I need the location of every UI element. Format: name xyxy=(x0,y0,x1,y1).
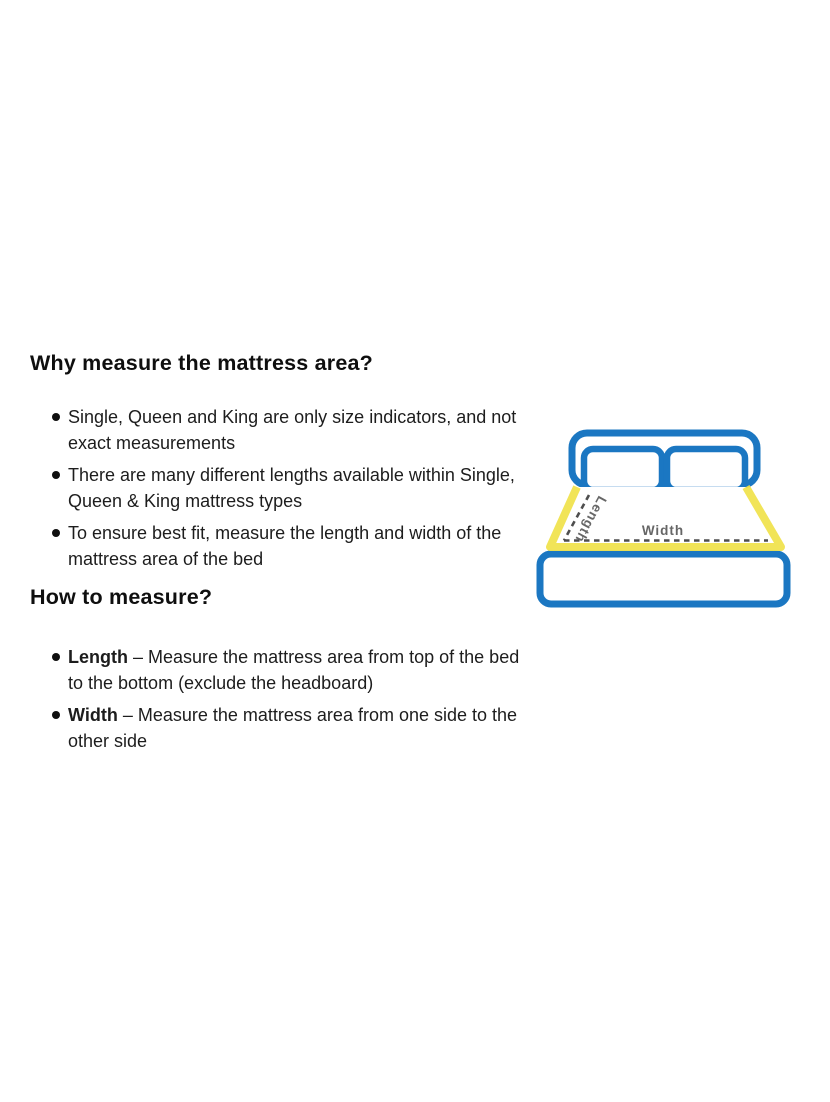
how-to-measure-bullet-list xyxy=(30,644,542,754)
pillow-right-shape xyxy=(667,449,745,490)
pillow-left-shape xyxy=(584,449,662,490)
width-label: Width xyxy=(641,523,685,538)
bullet-text: – Measure the mattress area from one side to the other side xyxy=(68,705,518,751)
bullet-term: Length xyxy=(68,647,128,667)
why-measure-title: Why measure the mattress area? xyxy=(30,351,373,375)
bullet-text: There are many different lengths available within Single, Queen & King mattress types xyxy=(68,465,515,511)
bullet-text: Single, Queen and King are only size indicators, and not exact measurements xyxy=(68,407,517,453)
length-label: Length xyxy=(572,493,610,546)
list-item xyxy=(30,520,538,572)
bullet-term: Width xyxy=(68,705,118,725)
why-measure-bullet-list xyxy=(30,404,542,572)
how-to-measure-title: How to measure? xyxy=(30,585,213,609)
content-column xyxy=(30,350,542,760)
footboard-shape xyxy=(540,554,787,604)
list-item xyxy=(30,404,538,456)
list-item xyxy=(30,462,538,514)
bullet-text: – Measure the mattress area from top of the bed to the bottom (exclude the headboard) xyxy=(68,647,520,693)
bed-diagram-svg xyxy=(535,418,795,618)
bullet-text: To ensure best fit, measure the length and width of the mattress area of the bed xyxy=(68,523,502,569)
list-item xyxy=(30,702,538,754)
list-item xyxy=(30,644,538,696)
bed-diagram xyxy=(535,418,795,618)
